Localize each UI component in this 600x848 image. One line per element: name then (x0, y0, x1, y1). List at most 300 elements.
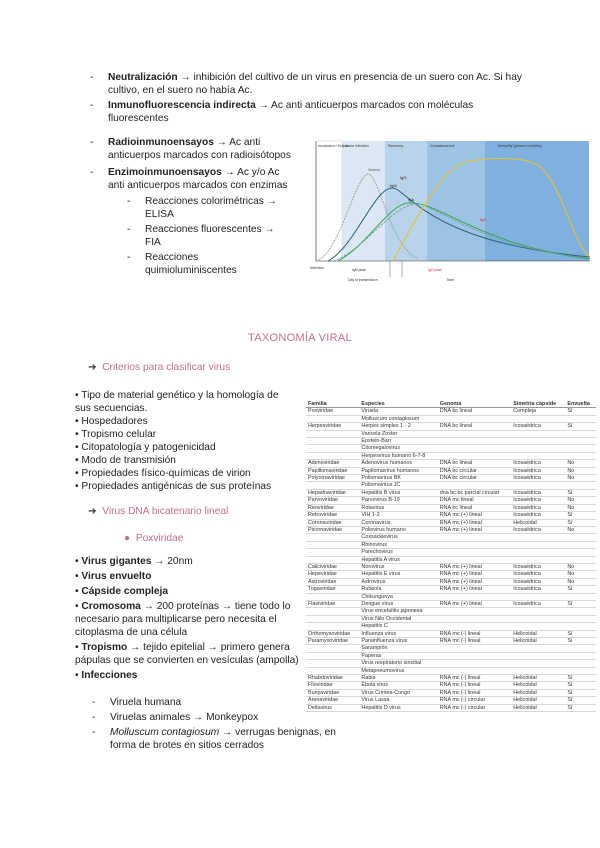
table-row (306, 675, 596, 682)
table-cell (306, 652, 359, 659)
dna-heading: ➔ Virus DNA bicatenario lineal (88, 506, 229, 517)
phase-recovery (385, 141, 427, 261)
table-cell: Sí (565, 512, 596, 519)
table-row (306, 682, 596, 689)
table-cell (438, 652, 512, 659)
table-row (306, 438, 596, 445)
table-cell: Coronavirus (359, 519, 437, 526)
table-row (306, 697, 596, 704)
table-cell: Sí (565, 697, 596, 704)
table-cell (438, 667, 512, 674)
section-title: TAXONOMÍA VIRAL (248, 332, 352, 344)
virus-table (306, 401, 596, 712)
table-cell: Helicoidal (511, 638, 565, 645)
table-row (306, 497, 596, 504)
table-row (306, 638, 596, 645)
table-cell: Icosaédrica (511, 504, 565, 511)
table-cell: No (565, 563, 596, 570)
table-cell (565, 445, 596, 452)
table-cell: Icosaédrica (511, 467, 565, 474)
list-item: • Citopatología y patogenicidad (75, 442, 216, 453)
table-cell: Herpes simplex 1 - 2 (359, 423, 437, 430)
table-cell: Parvoviridae (306, 497, 359, 504)
table-row (306, 623, 596, 630)
table-cell: Virus Lassa (359, 697, 437, 704)
table-row (306, 600, 596, 607)
phase-immunity (485, 141, 589, 261)
table-cell: Poliomavirus JC (359, 482, 437, 489)
table-cell (511, 534, 565, 541)
table-cell: Hepatitis B virus (359, 489, 437, 496)
list-item: • Infecciones (75, 670, 138, 681)
table-cell: Helicoidal (511, 689, 565, 696)
table-cell: Virus encefalitis japonesa (359, 608, 437, 615)
left-list (90, 136, 293, 277)
list-item: • Cromosoma → 200 proteínas → tiene todo lo necesario para multiplicarse pero necesita el citoplasma de una célula (75, 601, 291, 638)
table-cell: Adenoviridae (306, 460, 359, 467)
table-row (306, 526, 596, 533)
table-cell: Epstein-Barr (359, 438, 437, 445)
curve-label-viremia: Viremia (368, 168, 381, 172)
criterios-heading: ➔ Criterios para clasificar virus (88, 362, 231, 373)
table-cell (565, 623, 596, 630)
table-cell (438, 430, 512, 437)
table-cell (511, 660, 565, 667)
table-cell: Icosaédrica (511, 586, 565, 593)
table-cell (565, 660, 596, 667)
list-item: • Propiedades físico-químicas de virion (75, 468, 251, 479)
phase-label-2: Acute infection (345, 144, 369, 148)
x-label-igg-peak: IgG peak (428, 268, 442, 272)
arrow-icon: ➔ (88, 506, 97, 517)
table-cell (306, 445, 359, 452)
table-cell: Hepadnaviridae (306, 489, 359, 496)
table-cell (511, 541, 565, 548)
table-cell (511, 445, 565, 452)
table-cell: Poliomavirus BK (359, 475, 437, 482)
table-cell: Dengue virus (359, 600, 437, 607)
table-cell: No (565, 571, 596, 578)
table-cell: Chikungunya (359, 593, 437, 600)
table-cell: Parainfluenza virus (359, 638, 437, 645)
pox-list (75, 555, 300, 682)
table-row (306, 489, 596, 496)
table-cell: Metapneumovirus (359, 667, 437, 674)
table-cell: DNA bc lineal (438, 460, 512, 467)
table-cell: No (565, 526, 596, 533)
table-cell: Rabia (359, 675, 437, 682)
table-cell: Sí (565, 408, 596, 415)
table-cell: Molluscum contagiosum (359, 415, 437, 422)
table-row (306, 652, 596, 659)
table-cell (511, 482, 565, 489)
table-cell: Caliciviridae (306, 563, 359, 570)
arrow-icon: ➔ (88, 362, 97, 373)
table-row (306, 615, 596, 622)
pox-heading: ● Poxviridae (124, 533, 184, 544)
table-cell (511, 438, 565, 445)
table-cell: Hepatitis C (359, 623, 437, 630)
table-row (306, 467, 596, 474)
table-cell (511, 452, 565, 459)
table-cell: Icosaédrica (511, 423, 565, 430)
table-cell: Helicoidal (511, 675, 565, 682)
list-item: - Reacciones colorimétricas → ELISA (127, 196, 277, 220)
table-cell: Papillomaviridae (306, 467, 359, 474)
table-cell (565, 438, 596, 445)
table-cell: RNA mc (-) lineal (438, 638, 512, 645)
table-cell (511, 415, 565, 422)
table-cell: DNA bc circular (438, 467, 512, 474)
table-cell: DNA bc lineal (438, 408, 512, 415)
table-cell (565, 534, 596, 541)
table-cell (306, 660, 359, 667)
table-cell (565, 549, 596, 556)
list-item: - Molluscum contagiosum → verrugas benignas, en forma de brotes en sitios cerrados (92, 727, 336, 751)
table-row (306, 571, 596, 578)
table-cell (438, 556, 512, 563)
col-header: Genoma (438, 401, 512, 408)
table-cell: Hepatitis D virus (359, 704, 437, 711)
serology-chart-svg (308, 135, 596, 285)
bullet-icon: ● (124, 533, 131, 544)
table-cell: VIH 1-2 (359, 512, 437, 519)
table-cell: Ébola virus (359, 682, 437, 689)
table-cell (438, 660, 512, 667)
list-item: - Inmunofluorescencia indirecta → Ac anti anticuerpos marcados con moléculas fluorescentes (90, 100, 474, 124)
table-cell: RNA mc (+) lineal (438, 571, 512, 578)
phase-eclipse (316, 141, 342, 261)
table-cell: Icosaédrica (511, 563, 565, 570)
table-row (306, 460, 596, 467)
table-cell: Icosaédrica (511, 578, 565, 585)
list-item: - Reacciones quimioluminiscentes (127, 252, 237, 276)
list-item: • Tropismo → tejido epitelial → primero genera pápulas que se convierten en vesículas (ampolla) (75, 642, 299, 666)
table-cell (438, 415, 512, 422)
table-cell: Hepatitis A virus (359, 556, 437, 563)
table-row (306, 586, 596, 593)
table-cell (565, 593, 596, 600)
table-cell (511, 593, 565, 600)
table-cell: Coxsackievirus (359, 534, 437, 541)
table-cell: No (565, 460, 596, 467)
table-cell: Poxviridae (306, 408, 359, 415)
table-cell (438, 645, 512, 652)
table-cell (511, 652, 565, 659)
table-cell: Influenza virus (359, 630, 437, 637)
table-cell: Sí (565, 519, 596, 526)
curve-label-igg-2: IgG (480, 217, 487, 222)
table-cell: Rhabdoviridae (306, 675, 359, 682)
table-row (306, 578, 596, 585)
list-item: - Enzimoinmunoensayos → Ac y/o Ac anti anticuerpos marcados con enzimas (90, 167, 288, 191)
table-cell: RNA mc (+) lineal (438, 563, 512, 570)
table-cell: Picornaviridae (306, 526, 359, 533)
table-cell: Sí (565, 638, 596, 645)
table-cell (565, 652, 596, 659)
curve-label-igg: IgG (400, 175, 407, 180)
table-cell: Icosaédrica (511, 489, 565, 496)
table-cell: Sí (565, 630, 596, 637)
table-cell (438, 445, 512, 452)
table-cell: Adenovirus humanos (359, 460, 437, 467)
virus-table-wrap (306, 401, 596, 712)
table-row (306, 452, 596, 459)
table-cell: Compleja (511, 408, 565, 415)
table-cell (438, 549, 512, 556)
table-cell: Togaviridae (306, 586, 359, 593)
table-cell: Hepeviridae (306, 571, 359, 578)
curve-label-iga: IgA (408, 197, 415, 202)
phase-label-5: Immunity (years to months) (498, 144, 542, 148)
phase-acute (342, 141, 385, 261)
table-cell (511, 556, 565, 563)
x-label-igm-peak: IgM peak (352, 268, 366, 272)
table-cell: Sí (565, 586, 596, 593)
table-cell: Sarampión (359, 645, 437, 652)
table-row (306, 541, 596, 548)
table-cell (306, 438, 359, 445)
table-cell: Papilomavirus humanos (359, 467, 437, 474)
list-item: • Hospedadores (75, 416, 148, 427)
table-cell: RNA mc (-) lineal (438, 689, 512, 696)
table-cell: No (565, 467, 596, 474)
top-list (90, 71, 536, 125)
table-cell: Deltavirus (306, 704, 359, 711)
table-cell: Icosaédrica (511, 512, 565, 519)
table-cell (306, 623, 359, 630)
table-body (306, 408, 596, 712)
list-item: - Viruela humana (92, 697, 182, 708)
list-item: • Tropismo celular (75, 429, 157, 440)
x-label-transmission: Day of transmission (348, 278, 378, 282)
table-cell (438, 615, 512, 622)
table-cell (306, 452, 359, 459)
table-cell: Helicoidal (511, 682, 565, 689)
table-cell (438, 534, 512, 541)
table-cell (438, 438, 512, 445)
table-cell: RNA mc (+) lineal (438, 578, 512, 585)
table-cell (306, 430, 359, 437)
list-item: • Virus envuelto (75, 571, 152, 582)
table-cell (511, 615, 565, 622)
table-cell: Coronaviridae (306, 519, 359, 526)
table-cell: Parechovirus (359, 549, 437, 556)
table-cell (438, 608, 512, 615)
table-cell (565, 667, 596, 674)
table-cell (565, 645, 596, 652)
table-cell (438, 482, 512, 489)
table-cell: Herpesvirus humano 6-7-8 (359, 452, 437, 459)
table-row (306, 608, 596, 615)
table-cell (306, 482, 359, 489)
table-row (306, 423, 596, 430)
table-cell: Viruela (359, 408, 437, 415)
table-cell (306, 615, 359, 622)
table-cell: Virus Nilo Occidental (359, 615, 437, 622)
table-cell (438, 623, 512, 630)
table-cell: Poliovirus humano (359, 526, 437, 533)
table-cell (565, 541, 596, 548)
table-cell: Bunyaviridae (306, 689, 359, 696)
x-label-time: Time (446, 278, 455, 282)
table-cell: Orthomyxoviridae (306, 630, 359, 637)
table-cell: Polyomaviridae (306, 475, 359, 482)
enzimo-sublist (127, 195, 287, 277)
table-cell: Rotavirus (359, 504, 437, 511)
col-header: Familia (306, 401, 359, 408)
x-label-infection: Infection (310, 266, 325, 270)
table-cell (306, 556, 359, 563)
table-cell: Herpesviridae (306, 423, 359, 430)
table-row (306, 549, 596, 556)
table-cell (306, 593, 359, 600)
table-cell: Icosaédrica (511, 571, 565, 578)
table-cell: Rhinovirus (359, 541, 437, 548)
table-cell: Sí (565, 600, 596, 607)
serology-chart (308, 135, 596, 285)
table-cell: RNA mc (-) lineal (438, 682, 512, 689)
list-item: • Propiedades antigénicas de sus proteínas (75, 481, 272, 492)
table-cell: Icosaédrica (511, 526, 565, 533)
table-cell: No (565, 497, 596, 504)
list-item: - Viruelas animales → Monkeypox (92, 712, 259, 723)
table-row (306, 556, 596, 563)
table-cell: Astroviridae (306, 578, 359, 585)
table-row (306, 593, 596, 600)
table-cell (306, 645, 359, 652)
table-cell: RNA mc (-) lineal (438, 675, 512, 682)
table-cell: Paramyxoviridae (306, 638, 359, 645)
table-cell (306, 541, 359, 548)
table-row (306, 415, 596, 422)
table-cell: Rubeola (359, 586, 437, 593)
curve-label-igm: IgM (390, 183, 397, 188)
table-cell: Varicela Zoster (359, 430, 437, 437)
table-cell (306, 415, 359, 422)
phase-label-3: Recovery (388, 144, 404, 148)
table-cell (511, 623, 565, 630)
table-cell: RNA mc (+) lineal (438, 512, 512, 519)
table-cell: Sí (565, 704, 596, 711)
list-item: • Cápside compleja (75, 586, 169, 597)
table-cell: No (565, 475, 596, 482)
table-cell: Astrovirus (359, 578, 437, 585)
table-cell: Filoviridae (306, 682, 359, 689)
table-cell: RNA mc (+) lineal (438, 600, 512, 607)
table-row (306, 660, 596, 667)
table-cell (565, 482, 596, 489)
table-cell: Flaviviridae (306, 600, 359, 607)
col-header: Simetría cápside (511, 401, 565, 408)
table-cell: dna bc bc parcial circular (438, 489, 512, 496)
table-cell: Sí (565, 423, 596, 430)
table-cell (306, 534, 359, 541)
list-item: - Neutralización → inhibición del cultivo de un virus en presencia de un suero con Ac. Si hay cultivo, en el suero no había Ac. (90, 72, 522, 96)
table-row (306, 704, 596, 711)
table-cell (511, 430, 565, 437)
table-row (306, 645, 596, 652)
table-cell: Helicoidal (511, 630, 565, 637)
table-cell: Virus respiratorio sincitial (359, 660, 437, 667)
table-cell: Sí (565, 675, 596, 682)
table-cell: Icosaédrica (511, 460, 565, 467)
table-cell (565, 608, 596, 615)
table-cell: Sí (565, 489, 596, 496)
table-row (306, 667, 596, 674)
phase-label-1: Incubation / Eclipse (318, 144, 350, 148)
table-row (306, 689, 596, 696)
table-cell: Hepatitis E virus (359, 571, 437, 578)
table-cell: RNA mc (+) lineal (438, 526, 512, 533)
table-row (306, 563, 596, 570)
col-header: Envuelta (565, 401, 596, 408)
list-item: - Reacciones fluorescentes → FIA (127, 224, 275, 248)
table-cell: RNA mc (-) circular (438, 704, 512, 711)
table-cell: Helicoidal (511, 704, 565, 711)
table-cell: Citomegalovirus (359, 445, 437, 452)
criterios-list (75, 389, 297, 493)
table-cell: Icosaédrica (511, 497, 565, 504)
table-row (306, 482, 596, 489)
table-row (306, 630, 596, 637)
table-cell: Virus Crimea-Congo (359, 689, 437, 696)
table-cell: Reoviridae (306, 504, 359, 511)
table-cell: RNA mc (+) lineal (438, 586, 512, 593)
table-cell: RNA mc (+) lineal (438, 519, 512, 526)
table-cell: No (565, 578, 596, 585)
list-item: • Tipo de material genético y la homología de sus secuencias. (75, 390, 279, 414)
table-row (306, 504, 596, 511)
table-row (306, 445, 596, 452)
table-cell: Icosaédrica (511, 600, 565, 607)
table-cell: Arenaviridae (306, 697, 359, 704)
table-cell: Sí (565, 689, 596, 696)
table-cell: DNA bc lineal (438, 423, 512, 430)
table-cell: RNA bc lineal (438, 504, 512, 511)
table-cell (511, 608, 565, 615)
table-cell (511, 667, 565, 674)
table-cell: Sí (565, 682, 596, 689)
table-cell (438, 593, 512, 600)
table-cell (306, 608, 359, 615)
table-row (306, 475, 596, 482)
table-cell (511, 645, 565, 652)
list-item: • Virus gigantes → 20nm (75, 556, 193, 567)
table-cell: Norovirus (359, 563, 437, 570)
table-cell: RNA mc (-) circular (438, 697, 512, 704)
table-cell (438, 452, 512, 459)
phase-convalescence (427, 141, 485, 261)
table-cell: Icosaédrica (511, 475, 565, 482)
table-cell: Parvovirus B-19 (359, 497, 437, 504)
table-cell: Paperas (359, 652, 437, 659)
table-cell (306, 667, 359, 674)
table-cell (511, 549, 565, 556)
table-cell: Retroviridae (306, 512, 359, 519)
table-cell: Helicoidal (511, 519, 565, 526)
table-cell: RNA mc (-) lineal (438, 630, 512, 637)
table-row (306, 519, 596, 526)
table-cell (565, 556, 596, 563)
table-cell: No (565, 504, 596, 511)
table-cell: DNA bc circular (438, 475, 512, 482)
table-cell (438, 541, 512, 548)
table-cell (565, 452, 596, 459)
table-cell: Helicoidal (511, 697, 565, 704)
col-header: Especies (359, 401, 437, 408)
table-row (306, 534, 596, 541)
